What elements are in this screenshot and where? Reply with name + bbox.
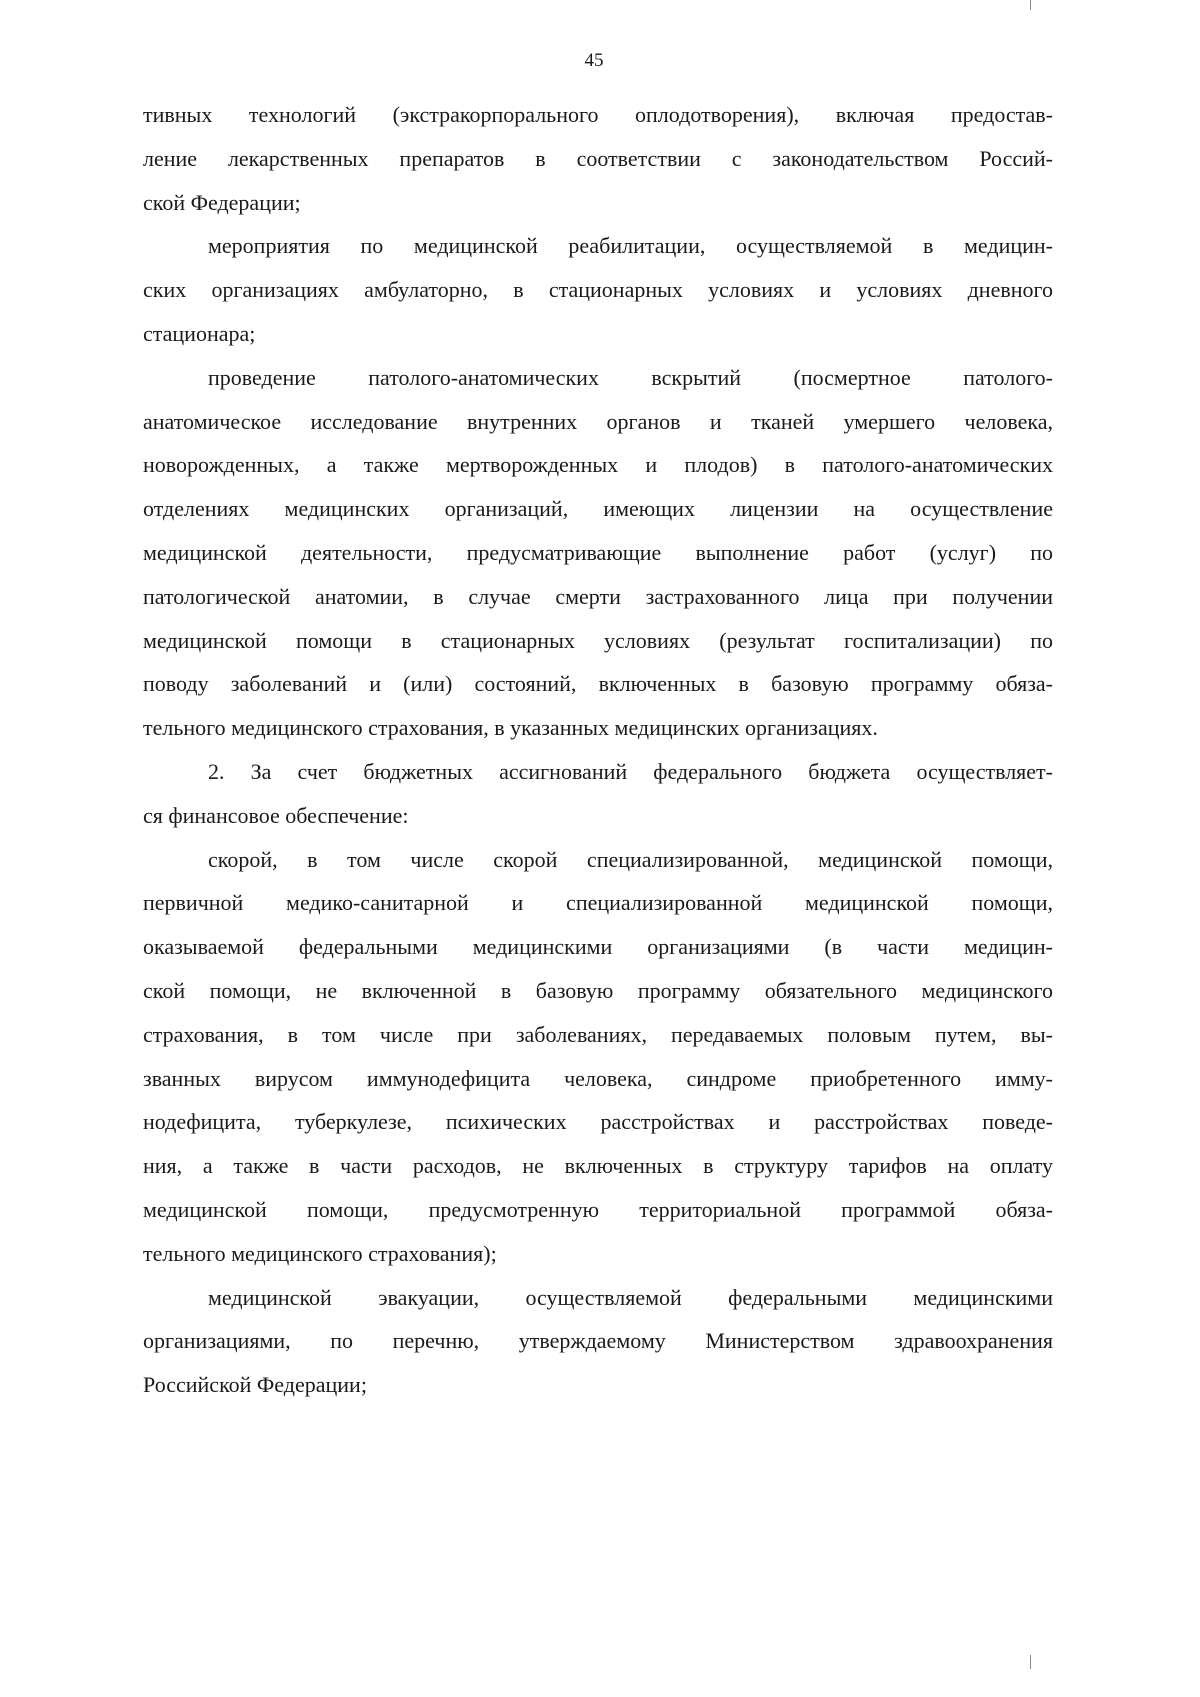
text-line: ской помощи, не включенной в базовую программу обязательного медицинского	[143, 977, 1053, 1003]
text-line: медицинской помощи, предусмотренную территориальной программой обяза-	[143, 1196, 1053, 1222]
text-line: организациями, по перечню, утверждаемому Министерством здравоохранения	[143, 1328, 1053, 1354]
scan-artifact	[1030, 0, 1031, 10]
scan-artifact	[1030, 1655, 1031, 1669]
text-line: тивных технологий (экстракорпорального оплодотворения), включая предостав-	[143, 102, 1053, 127]
paragraph	[143, 838, 1053, 1276]
document-body	[143, 93, 1053, 1407]
text-line: ния, а также в части расходов, не включенных в структуру тарифов на оплату	[143, 1153, 1053, 1179]
text-line: тельного медицинского страхования, в указанных медицинских организациях.	[143, 715, 878, 741]
text-line: поводу заболеваний и (или) состояний, включенных в базовую программу обяза-	[143, 671, 1053, 697]
text-line: мероприятия по медицинской реабилитации, осуществляемой в медицин-	[208, 233, 1053, 259]
text-line: ление лекарственных препаратов в соответствии с законодательством Россий-	[143, 145, 1053, 171]
text-line: патологической анатомии, в случае смерти застрахованного лица при получении	[143, 583, 1053, 609]
text-line: медицинской помощи в стационарных условиях (результат госпитализации) по	[143, 627, 1053, 653]
text-line: ся финансовое обеспечение:	[143, 802, 409, 828]
text-line: скорой, в том числе скорой специализированной, медицинской помощи,	[208, 846, 1053, 872]
text-line: медицинской эвакуации, осуществляемой федеральными медицинскими	[208, 1284, 1053, 1310]
text-line: нодефицита, туберкулезе, психических расстройствах и расстройствах поведе-	[143, 1109, 1053, 1135]
text-line: медицинской деятельности, предусматривающие выполнение работ (услуг) по	[143, 539, 1053, 565]
text-line: 2. За счет бюджетных ассигнований федерального бюджета осуществляет-	[208, 758, 1053, 784]
text-line: новорожденных, а также мертворожденных и плодов) в патолого-анатомических	[143, 452, 1053, 478]
text-line: стационара;	[143, 320, 256, 346]
text-line: проведение патолого-анатомических вскрытий (посмертное патолого-	[208, 364, 1053, 390]
text-line: первичной медико-санитарной и специализированной медицинской помощи,	[143, 890, 1053, 916]
paragraph	[143, 356, 1053, 750]
page-number: 45	[584, 50, 604, 71]
text-line: званных вирусом иммунодефицита человека, синдроме приобретенного имму-	[143, 1065, 1053, 1091]
text-line: оказываемой федеральными медицинскими организациями (в части медицин-	[143, 934, 1053, 960]
text-line: тельного медицинского страхования);	[143, 1240, 497, 1266]
text-line: ских организациях амбулаторно, в стационарных условиях и условиях дневного	[143, 277, 1053, 303]
text-line: анатомическое исследование внутренних органов и тканей умершего человека,	[143, 408, 1053, 434]
text-line: отделениях медицинских организаций, имеющих лицензии на осуществление	[143, 496, 1053, 522]
text-line: страхования, в том числе при заболеваниях, передаваемых половым путем, вы-	[143, 1021, 1053, 1047]
text-line: Российской Федерации;	[143, 1372, 367, 1398]
paragraph	[143, 93, 1053, 224]
paragraph	[143, 1276, 1053, 1407]
text-line: ской Федерации;	[143, 189, 301, 215]
paragraph	[143, 750, 1053, 838]
paragraph	[143, 224, 1053, 355]
